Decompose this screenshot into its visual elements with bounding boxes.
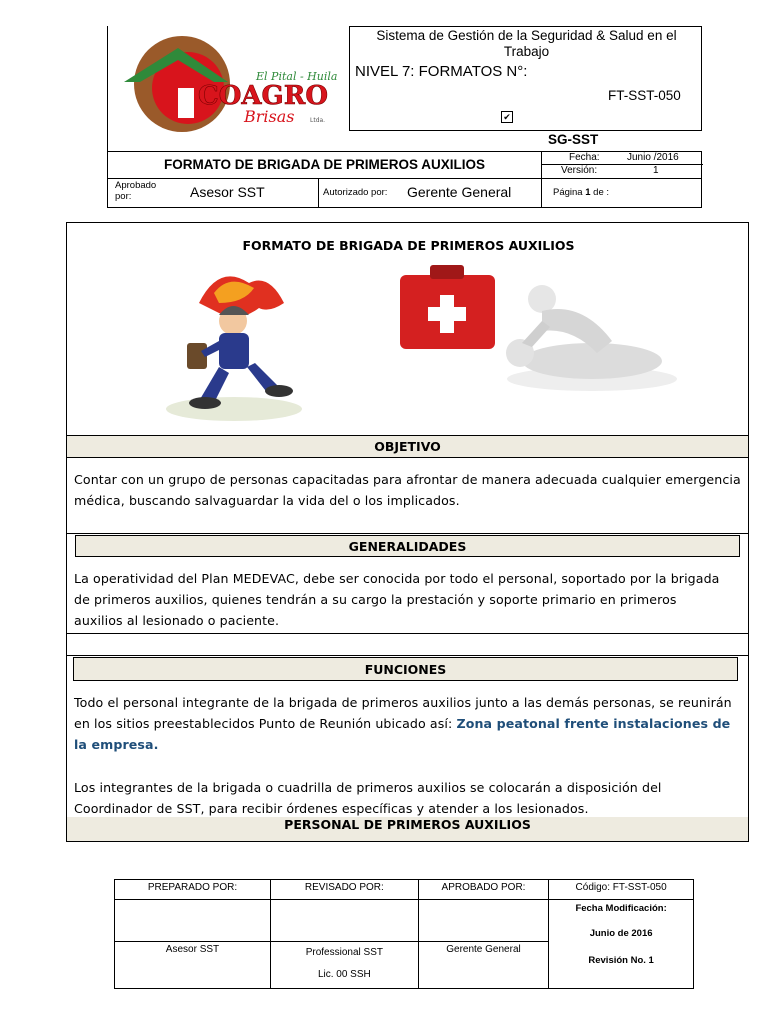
- aprobado-label: APROBADO POR:: [418, 880, 548, 900]
- preparado-label: PREPARADO POR:: [115, 880, 271, 900]
- content-title: FORMATO DE BRIGADA DE PRIMEROS AUXILIOS: [242, 238, 575, 253]
- objetivo-band: [67, 435, 748, 458]
- revisado-label: REVISADO POR:: [270, 880, 418, 900]
- generalidades-heading: GENERALIDADES: [348, 539, 467, 554]
- logo-place: El Pital - Huila: [256, 70, 338, 83]
- form-title: FORMATO DE BRIGADA DE PRIMEROS AUXILIOS: [163, 157, 485, 172]
- pagina-label: Página 1 de :: [553, 187, 610, 198]
- title-row: [107, 151, 702, 179]
- autorizado-value: Gerente General: [407, 184, 512, 200]
- fecha-label: Fecha:: [569, 152, 600, 163]
- revision-label: Revisión No. 1: [588, 955, 654, 966]
- sg-sst-label: SG-SST: [548, 132, 599, 147]
- preparado-value: Asesor SST: [115, 942, 271, 989]
- funciones-heading: FUNCIONES: [364, 662, 447, 677]
- form-code: FT-SST-050: [608, 88, 681, 103]
- personal-heading: PERSONAL DE PRIMEROS AUXILIOS: [284, 817, 531, 832]
- logo-cell: [107, 26, 349, 151]
- nivel-label: NIVEL 7: FORMATOS N°:: [355, 63, 528, 80]
- generalidades-text: La operatividad del Plan MEDEVAC, debe ser conocida por todo el personal, soportado por la brigada de primeros auxilios, quienes tendrán a su cargo la prestación y soporte primario en primeros auxilios al lesionado o paciente.: [74, 571, 720, 628]
- objetivo-heading: OBJETIVO: [374, 439, 441, 454]
- revisado-value-cell: [270, 942, 418, 989]
- svg-text:Brisas: Brisas: [244, 107, 295, 126]
- system-box: [349, 26, 702, 131]
- version-value: 1: [653, 165, 659, 176]
- brigadista-illustration: [159, 263, 309, 423]
- fecha-mod-label: Fecha Modificación:: [575, 903, 667, 914]
- objetivo-text: Contar con un grupo de personas capacitadas para afrontar de manera adecuada cualquier emergencia médica, buscando salvaguardar la vida del o los implicados.: [74, 472, 741, 508]
- fecha-value: Junio /2016: [627, 152, 679, 163]
- system-title: Sistema de Gestión de la Seguridad & Salud en el Trabajo: [376, 28, 677, 59]
- svg-text:Ltda.: Ltda.: [310, 117, 326, 124]
- personal-band: [67, 817, 748, 841]
- autorizado-label: Autorizado por:: [323, 187, 388, 198]
- document-header: [107, 26, 702, 208]
- footer-signature-table: [114, 879, 694, 989]
- codigo-label: Código: FT-SST-050: [549, 880, 694, 900]
- aprobado-label: Aprobado por:: [115, 180, 157, 202]
- aprobado-value: Asesor SST: [190, 184, 265, 200]
- content-box: [66, 222, 749, 842]
- fecha-mod-value: Junio de 2016: [589, 928, 653, 939]
- revisado-license: Lic. 00 SSH: [317, 969, 371, 980]
- funciones-band: [73, 657, 738, 681]
- check-icon[interactable]: ✔: [501, 111, 513, 123]
- meeting-point-text: Zona peatonal frente instalaciones de la empresa.: [74, 716, 731, 752]
- generalidades-band: [75, 535, 740, 557]
- funciones-paragraph-2: Los integrantes de la brigada o cuadrilla de primeros auxilios se colocarán a disposición del Coordinador de SST, para recibir órdenes específicas y atender a los lesionados.: [74, 780, 662, 816]
- aprobado-value: Gerente General: [418, 942, 548, 989]
- first-aid-cpr-illustration: [392, 261, 677, 393]
- funciones-paragraph-1: Todo el personal integrante de la brigada de primeros auxilios junto a las demás personas, se reunirán en los sitios preestablecidos Punto de Reunión ubicado así: Zona peatonal frente instalaciones de la empresa.: [74, 695, 732, 752]
- revisado-value: Professional SST: [305, 947, 383, 958]
- modification-cell: [549, 900, 694, 989]
- svg-text:COAGRO: COAGRO: [198, 81, 328, 111]
- version-label: Versión:: [561, 165, 598, 176]
- approval-row: [107, 179, 702, 208]
- coagro-logo: [116, 30, 346, 140]
